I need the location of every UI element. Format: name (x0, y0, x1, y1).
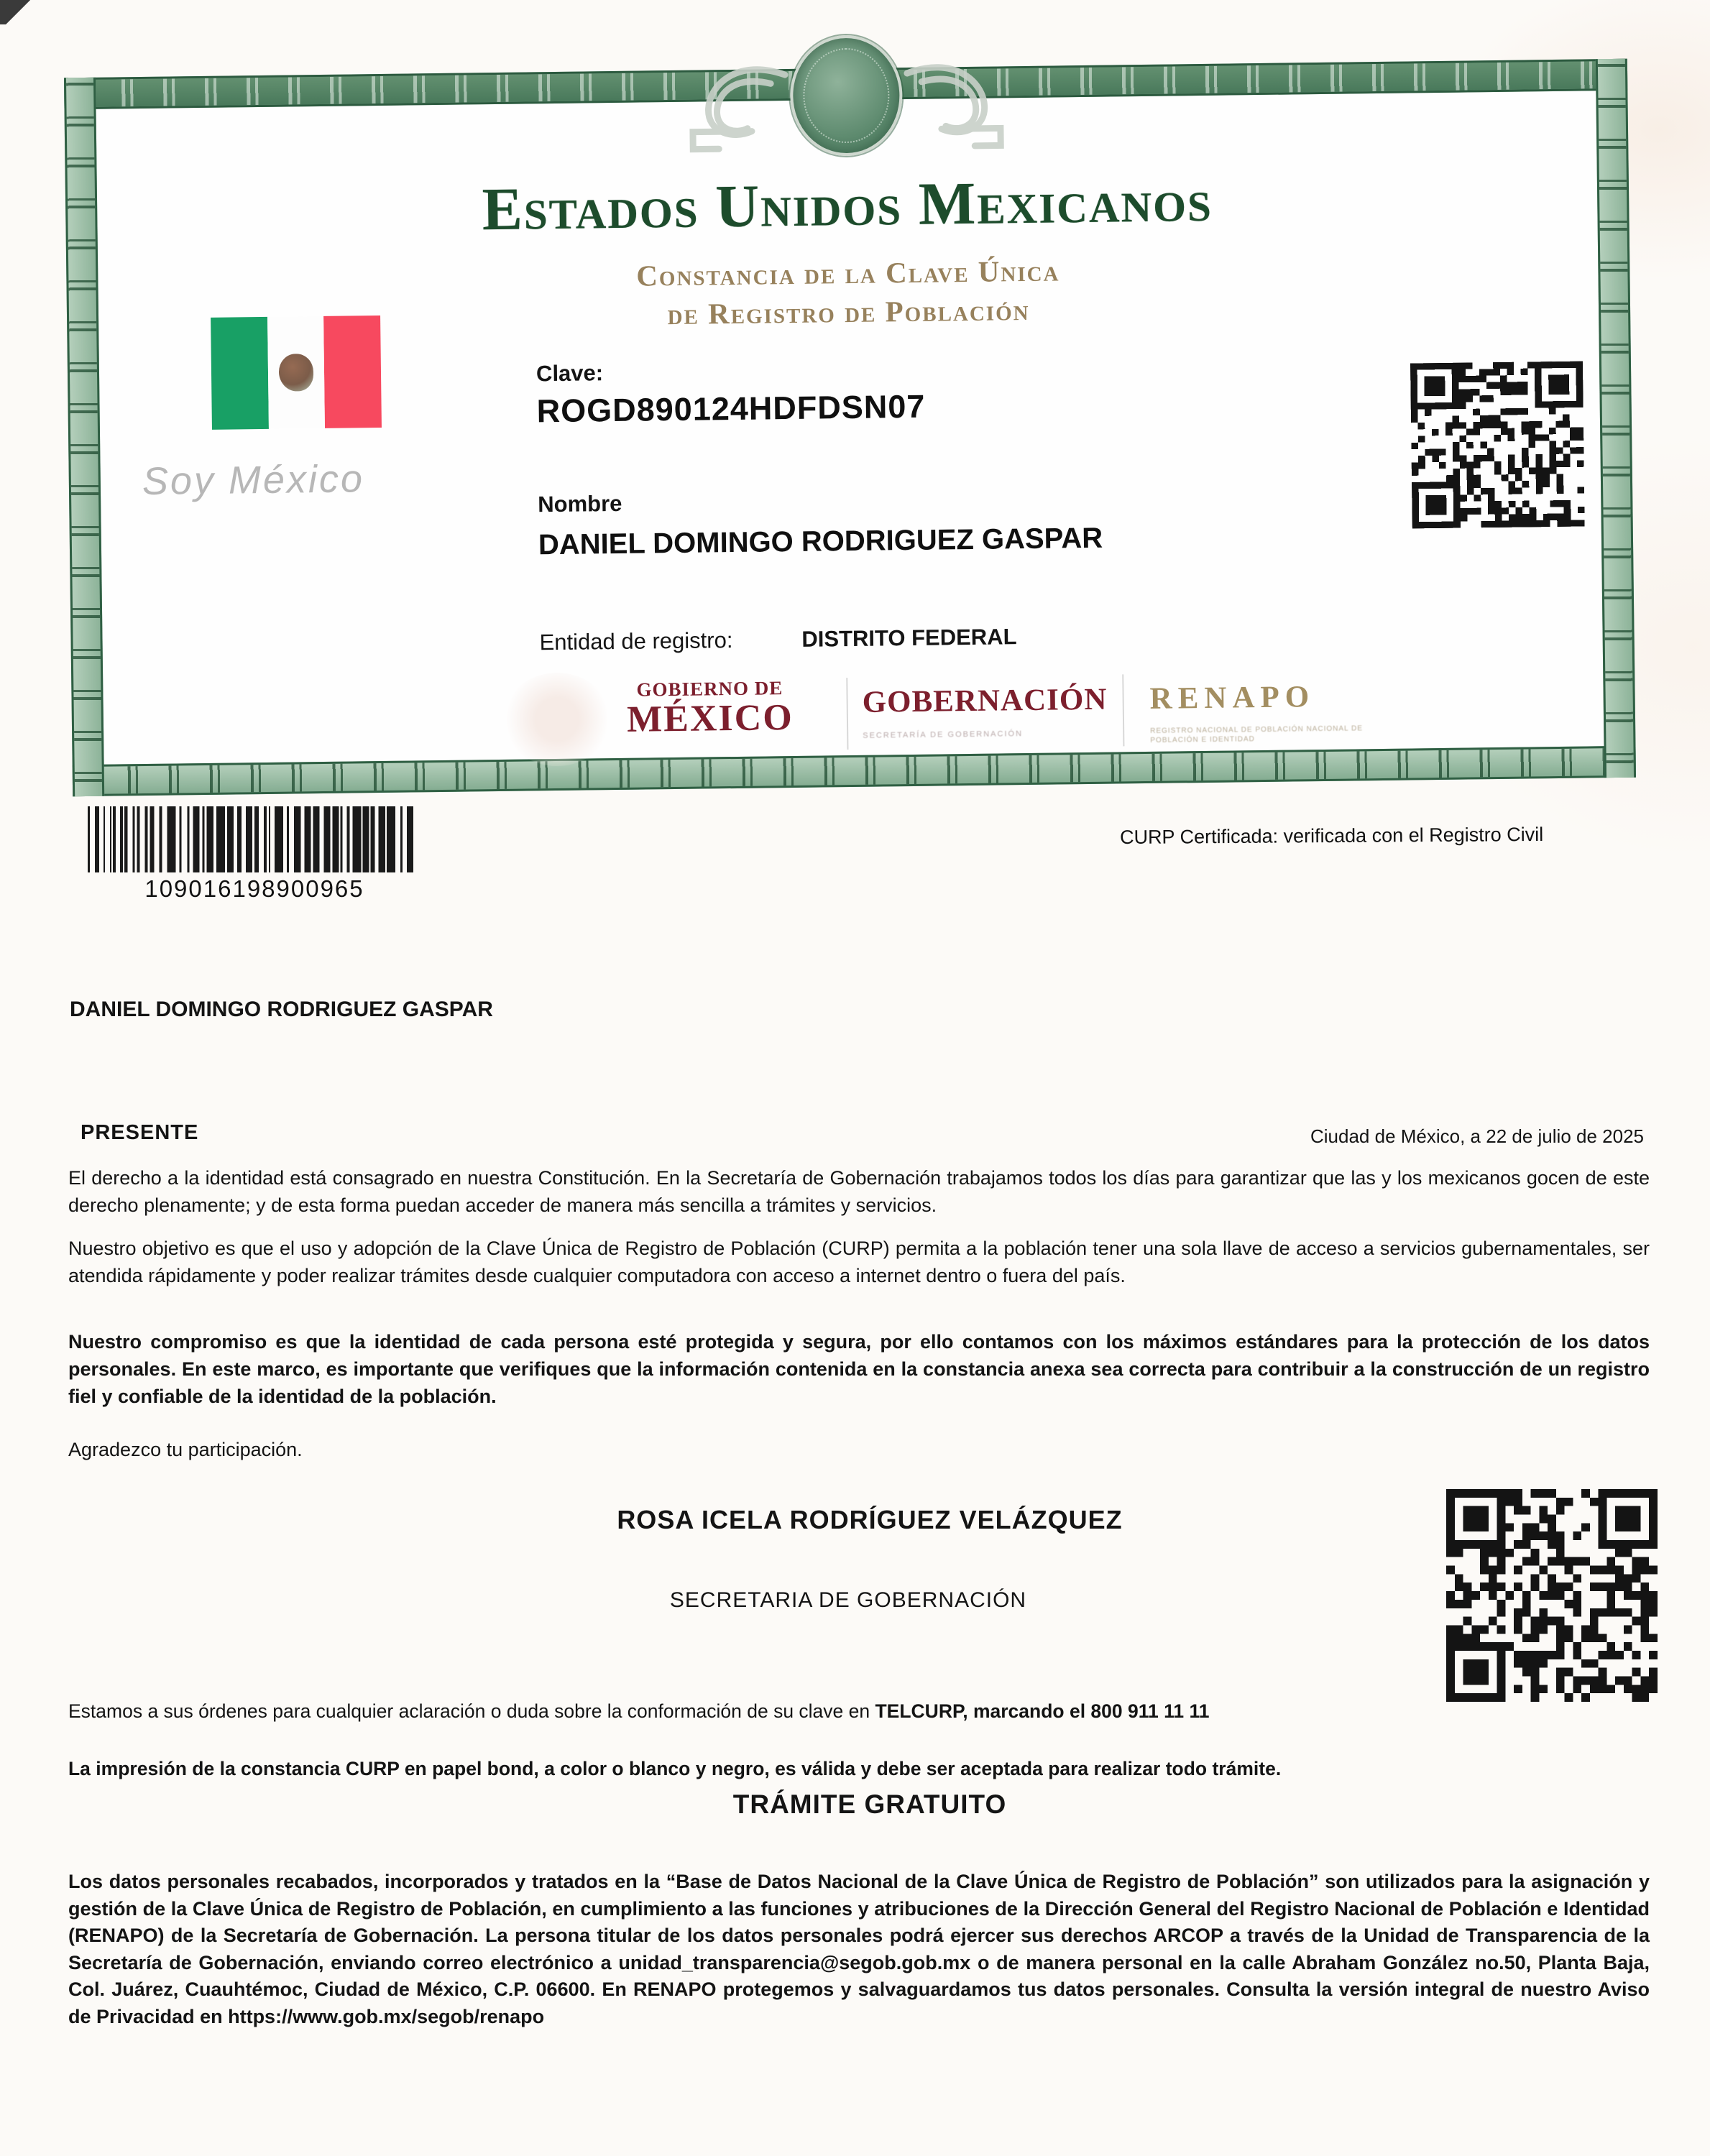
presente-label: PRESENTE (81, 1121, 199, 1144)
gobernacion-logo (862, 682, 1107, 740)
renapo-wordmark: RENAPO (1149, 680, 1315, 716)
flag-white-stripe (267, 316, 326, 429)
soy-mexico-watermark: Soy México (142, 457, 365, 504)
barcode-number: 109016198900965 (144, 875, 364, 902)
entidad-value: DISTRITO FEDERAL (801, 624, 1017, 652)
entidad-de-registro-row (539, 624, 1016, 655)
letter-paragraph-3: Nuestro compromiso es que la identidad de cada persona esté protegida y segura, por ello contamos con los máximos estándares para la protección de los datos personales. En este marco, es importante que verifiques que la información contenida en la constancia anexa sea correcta para contribuir a la construcción de un registro fiel y confiable de la identidad de la población. (68, 1331, 1650, 1407)
flag-eagle-icon (279, 354, 314, 392)
letter-paragraph-2: Nuestro objetivo es que el uso y adopción de la Clave Única de Registro de Población (CURP) permita a la población tener una sola llave de acceso a servicios gubernamentales, ser atendida rápidamente y poder realizar trámites desde cualquier computadora con acceso a internet dentro o fuera del país. (68, 1238, 1650, 1286)
contact-line-phone: TELCURP, marcando el 800 911 11 11 (875, 1700, 1210, 1722)
barcode (85, 806, 424, 872)
government-logos-row (502, 667, 1409, 764)
logo-divider (846, 678, 848, 750)
flag-green-stripe (211, 317, 269, 430)
nombre-label: Nombre (538, 490, 622, 517)
signer-name: ROSA ICELA RODRÍGUEZ VELÁZQUEZ (617, 1505, 1123, 1534)
gobierno-de-mexico-line1: GOBIERNO DE (636, 677, 783, 701)
gobernacion-logo-subtext: SECRETARÍA DE GOBERNACIÓN (863, 729, 1024, 740)
letter-recipient-name: DANIEL DOMINGO RODRIGUEZ GASPAR (70, 998, 493, 1021)
curp-certificate-card (64, 59, 1636, 796)
clave-value: ROGD890124HDFDSN07 (536, 387, 926, 430)
seal-ornament (622, 32, 1070, 189)
certificate-title: Estados Unidos Mexicanos (482, 167, 1213, 244)
contact-line (68, 1700, 1210, 1723)
renapo-logo-subtext: REGISTRO NACIONAL DE POBLACIÓN NACIONAL DE POBLACIÓN E IDENTIDAD (1150, 724, 1364, 745)
validity-note: La impresión de la constancia CURP en papel bond, a color o blanco y negro, es válida y debe ser aceptada para realizar todo trámite. (68, 1758, 1282, 1779)
contact-line-text: Estamos a sus órdenes para cualquier aclaración o duda sobre la conformación de su clave en (68, 1700, 875, 1722)
flag-red-stripe (323, 315, 382, 428)
gobernacion-wordmark: GOBERNACIÓN (862, 682, 1108, 719)
letter-date-line: Ciudad de México, a 22 de julio de 2025 (1310, 1125, 1644, 1147)
gobierno-de-mexico-logo (602, 677, 818, 740)
entidad-label: Entidad de registro: (539, 627, 733, 655)
eagle-watermark-icon (502, 672, 612, 767)
mexican-flag (211, 315, 382, 430)
free-procedure-note: TRÁMITE GRATUITO (732, 1789, 1007, 1819)
curp-certified-status: CURP Certificada: verificada con el Registro Civil (1119, 823, 1544, 849)
logo-divider (1122, 674, 1124, 746)
qr-code-bottom (1446, 1489, 1658, 1702)
letter-thanks-line: Agradezco tu participación. (68, 1439, 303, 1460)
gobierno-de-mexico-line2: MÉXICO (626, 696, 794, 740)
privacy-notice-paragraph: Los datos personales recabados, incorporados y tratados en la “Base de Datos Nacional de la Clave Única de Registro de Población” son utilizados para la asignación y gestión de la Clave Única de Registro de Población, en cumplimiento a las funciones y atribuciones de la Dirección General del Registro Nacional de Población e Identidad (RENAPO) de la Secretaría de Gobernación. La persona titular de los datos personales podrá ejercer sus derechos ARCOP a través de la Unidad de Transparencia de la Secretaría de Gobernación, enviando correo electrónico a unidad_transparencia@segob.gob.mx o de manera personal en la calle Abraham González no.50, Planta Baja, Col. Juárez, Cuauhtémoc, Ciudad de México, C.P. 06600. En RENAPO protegemos y salvaguardamos tus datos personales. Consulta la versión integral de nuestro Aviso de Privacidad en https://www.gob.mx/segob/renapo (68, 1871, 1650, 2027)
nombre-value: DANIEL DOMINGO RODRIGUEZ GASPAR (538, 522, 1103, 561)
renapo-logo (1149, 678, 1387, 745)
certificate-subtitle-line2: de Registro de Población (667, 292, 1030, 331)
certificate-subtitle-line1: Constancia de la Clave Única (635, 254, 1060, 292)
clave-label: Clave: (535, 360, 604, 387)
scan-corner-artifact (0, 0, 30, 24)
letter-paragraph-1: El derecho a la identidad está consagrado en nuestra Constitución. En la Secretaría de Gobernación trabajamos todos los días para garantizar que las y los mexicanos gocen de este derecho plenamente; y de esta forma puedan acceder de manera más sencilla a trámites y servicios. (68, 1167, 1650, 1216)
qr-code-top (1410, 361, 1585, 529)
barcode-block (85, 806, 424, 903)
signer-title: SECRETARIA DE GOBERNACIÓN (669, 1588, 1027, 1612)
